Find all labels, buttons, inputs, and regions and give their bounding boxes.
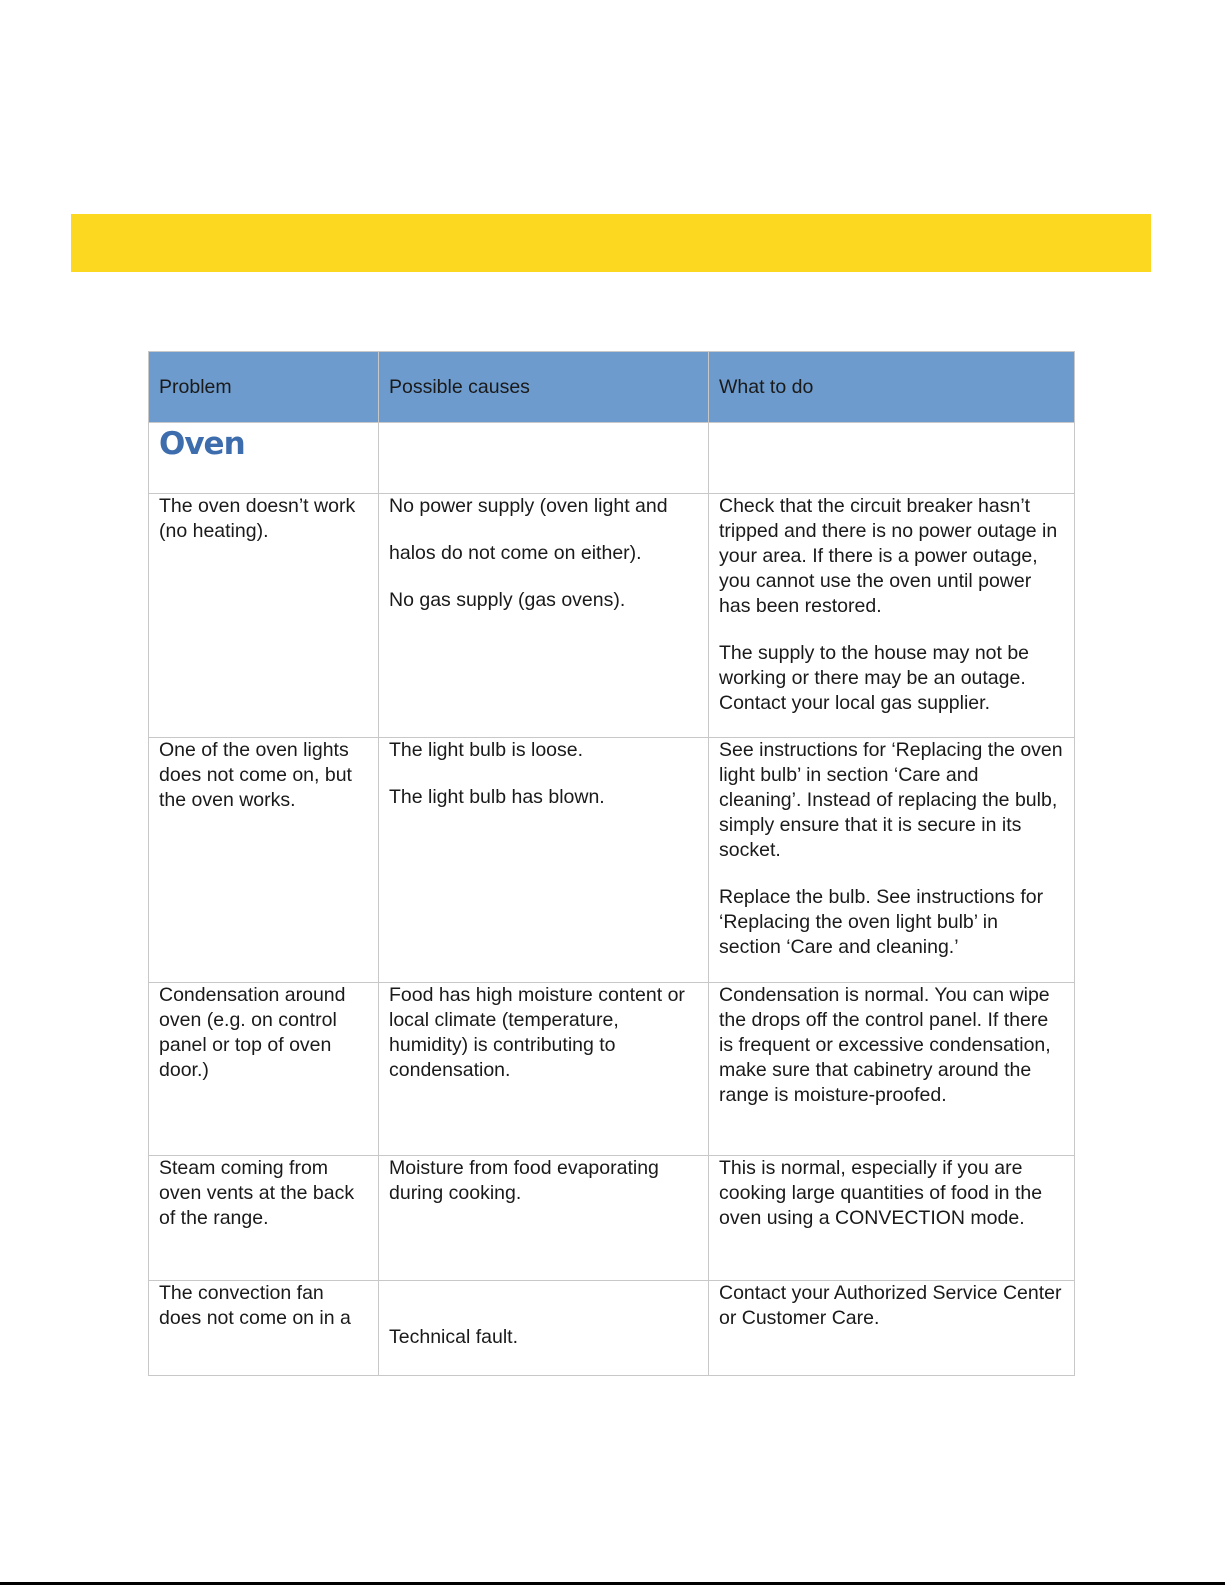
cause-text: No gas supply (gas ovens). xyxy=(389,589,626,611)
problem-text: One of the oven lights does not come on, but the oven works. xyxy=(159,739,352,811)
todo-text: Check that the circuit breaker hasn’t tripped and there is no power outage in your area. If there is a power outage, you cannot use the oven until power has been restored. xyxy=(719,495,1058,617)
table-row xyxy=(149,738,1075,983)
cause-text: The light bulb is loose. xyxy=(389,739,584,761)
causes-cell xyxy=(379,494,709,738)
table-row xyxy=(149,494,1075,738)
causes-cell xyxy=(379,1156,709,1281)
todo-cell xyxy=(709,983,1075,1156)
table-row xyxy=(149,983,1075,1156)
table-row xyxy=(149,1156,1075,1281)
problem-cell xyxy=(149,738,379,983)
todo-text: See instructions for ‘Replacing the oven light bulb’ in section ‘Care and cleaning’. Instead of replacing the bulb, simply ensure that it is secure in its socket. xyxy=(719,739,1063,861)
problem-cell xyxy=(149,983,379,1156)
problem-text: Condensation around oven (e.g. on control panel or top of oven door.) xyxy=(159,984,346,1081)
problem-text: The convection fan does not come on in a xyxy=(159,1282,351,1329)
todo-cell xyxy=(709,738,1075,983)
todo-text: Condensation is normal. You can wipe the drops off the control panel. If there is frequent or excessive condensation, make sure that cabinetry around the range is moisture-proofed. xyxy=(719,984,1051,1106)
problem-cell xyxy=(149,1156,379,1281)
cause-text: No power supply (oven light and xyxy=(389,495,668,517)
table-header-row xyxy=(149,352,1075,423)
problem-cell xyxy=(149,494,379,738)
causes-cell xyxy=(379,1281,709,1376)
problem-text: Steam coming from oven vents at the back of the range. xyxy=(159,1157,355,1229)
table-row xyxy=(149,1281,1075,1376)
header-what-to-do: What to do xyxy=(709,352,1075,423)
todo-cell xyxy=(709,1281,1075,1376)
todo-cell xyxy=(709,1156,1075,1281)
empty-cell xyxy=(709,423,1075,494)
section-title-oven: Oven xyxy=(159,426,245,462)
cause-text: The light bulb has blown. xyxy=(389,786,605,808)
section-cell xyxy=(149,423,379,494)
todo-text: Replace the bulb. See instructions for ‘Replacing the oven light bulb’ in section ‘Care and cleaning.’ xyxy=(719,886,1044,958)
cause-text: Food has high moisture content or local climate (temperature, humidity) is contributing to condensation. xyxy=(389,984,685,1081)
causes-cell xyxy=(379,738,709,983)
header-problem: Problem xyxy=(149,352,379,423)
troubleshooting-table xyxy=(148,351,1075,1376)
header-possible-causes: Possible causes xyxy=(379,352,709,423)
todo-text: This is normal, especially if you are cooking large quantities of food in the oven using a CONVECTION mode. xyxy=(719,1157,1043,1229)
cause-text: Moisture from food evaporating during cooking. xyxy=(389,1157,659,1204)
todo-text: Contact your Authorized Service Center or Customer Care. xyxy=(719,1282,1062,1329)
todo-cell xyxy=(709,494,1075,738)
causes-cell xyxy=(379,983,709,1156)
cause-text: halos do not come on either). xyxy=(389,542,642,564)
section-banner xyxy=(71,214,1151,272)
section-row xyxy=(149,423,1075,494)
cause-text: Technical fault. xyxy=(389,1326,518,1348)
todo-text: The supply to the house may not be working or there may be an outage. Contact your local gas supplier. xyxy=(719,642,1030,714)
problem-text: The oven doesn’t work (no heating). xyxy=(159,495,356,542)
problem-cell xyxy=(149,1281,379,1376)
empty-cell xyxy=(379,423,709,494)
